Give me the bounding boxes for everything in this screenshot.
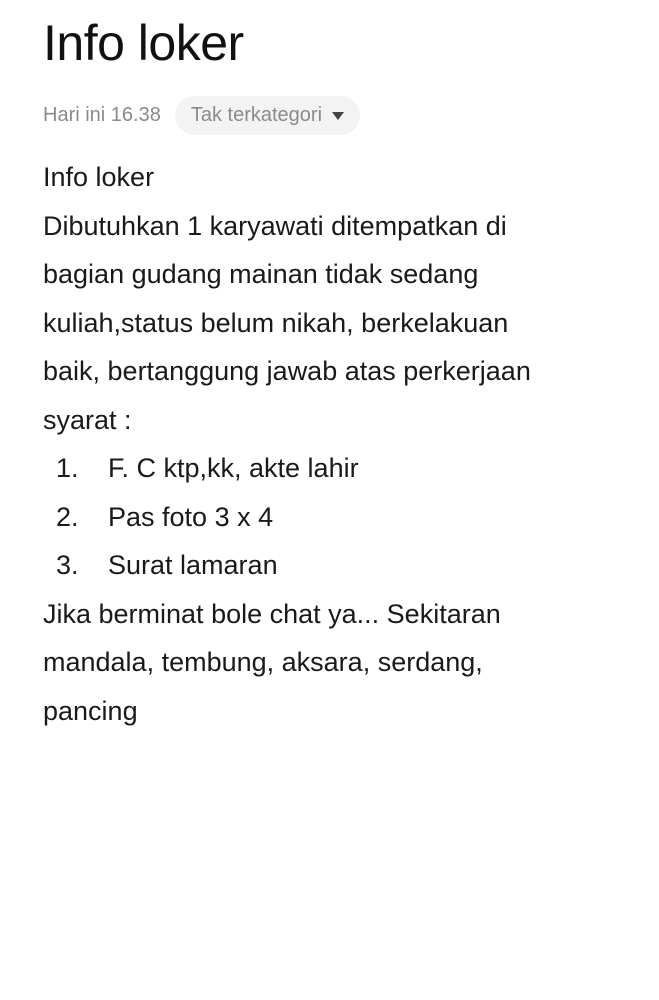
note-date: Hari ini 16.38	[43, 104, 161, 126]
list-number: 2.	[56, 501, 79, 532]
body-line: Dibutuhkan 1 karyawati ditempatkan di	[43, 210, 507, 241]
list-text: Pas foto 3 x 4	[108, 501, 274, 532]
list-number: 3.	[56, 550, 79, 580]
category-label: Tak terkategori	[190, 104, 323, 126]
list-item	[43, 444, 623, 493]
list-text: F. C ktp,kk, akte lahir	[108, 453, 359, 483]
list-item	[43, 541, 623, 590]
caret-down-icon	[332, 112, 344, 120]
body-line: bagian gudang mainan tidak sedang	[43, 259, 479, 289]
list-text: Surat lamaran	[108, 550, 278, 580]
category-dropdown[interactable]	[175, 96, 360, 135]
body-line: kuliah,status belum nikah, berkelakuan	[43, 307, 509, 338]
body-line: Jika berminat bole chat ya... Sekitaran	[43, 598, 501, 629]
list-item	[43, 493, 623, 542]
list-number: 1.	[56, 453, 79, 483]
note-meta	[43, 96, 360, 135]
note-title[interactable]: Info loker	[43, 15, 244, 71]
body-line: pancing	[43, 695, 138, 726]
body-line: baik, bertanggung jawab atas perkerjaan	[43, 356, 531, 386]
body-line: mandala, tembung, aksara, serdang,	[43, 647, 483, 677]
body-line: syarat :	[43, 404, 132, 435]
body-line: Info loker	[43, 162, 155, 192]
note-body[interactable]	[43, 153, 623, 735]
